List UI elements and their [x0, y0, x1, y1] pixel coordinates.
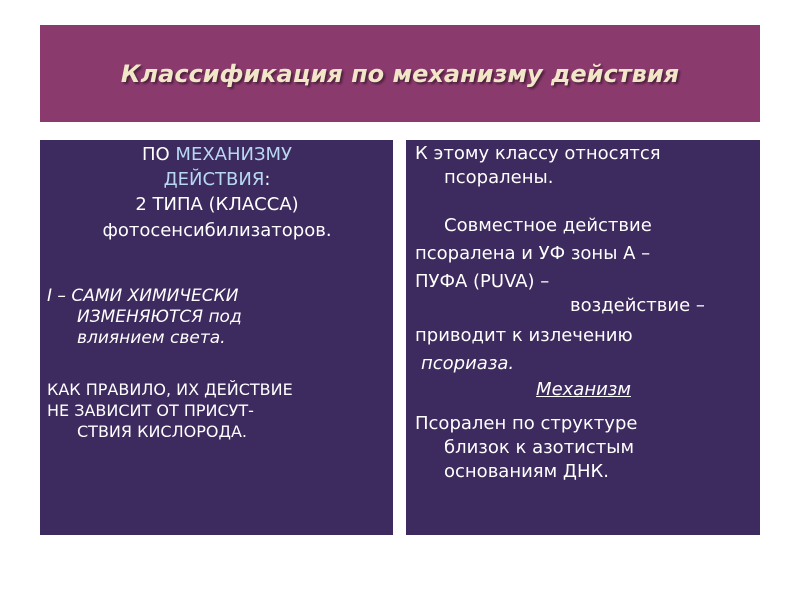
- spacer: [47, 349, 387, 379]
- left-heading: [47, 142, 387, 192]
- title-bar: [40, 25, 760, 122]
- heading-colon: :: [264, 169, 271, 190]
- p3-line3: основаниям ДНК.: [444, 461, 610, 482]
- rule-line2: НЕ ЗАВИСИТ ОТ ПРИСУТ-: [47, 401, 254, 420]
- type1-line2: ИЗМЕНЯЮТСЯ под: [77, 307, 242, 327]
- heading-prefix: ПО: [141, 144, 176, 165]
- p3-line2: близок к азотистым: [444, 437, 635, 458]
- p2-line3: ПУФА (PUVA) –: [415, 271, 550, 292]
- left-panel: [40, 140, 393, 535]
- slide-title: Классификация по механизму действия: [120, 59, 680, 88]
- p1-line2: псоралены.: [444, 167, 554, 188]
- rule-line1: КАК ПРАВИЛО, ИХ ДЕЙСТВИЕ: [47, 380, 293, 399]
- right-panel: [406, 140, 760, 535]
- spacer: [415, 190, 752, 214]
- p2-line1: Совместное действие: [444, 215, 652, 236]
- p2-line2: псоралена и УФ зоны А –: [415, 243, 651, 264]
- heading-highlight-1: МЕХАНИЗМУ: [175, 144, 293, 165]
- p2-line6: псориаза.: [421, 353, 515, 374]
- photo-line: фотосенсибилизаторов.: [102, 220, 332, 241]
- p1-line1: К этому классу относятся: [415, 143, 661, 164]
- p2-line4: воздействие –: [570, 295, 705, 316]
- p2-line5: приводит к излечению: [415, 325, 633, 346]
- p3-line1: Псорален по структуре: [415, 413, 638, 434]
- type1-line1: I – САМИ ХИМИЧЕСКИ: [47, 286, 239, 306]
- types-line: 2 ТИПА (КЛАССА): [135, 194, 299, 215]
- mechanism-label: Механизм: [536, 379, 631, 400]
- type1-line3: влиянием света.: [77, 328, 226, 348]
- rule-line3: СТВИЯ КИСЛОРОДА.: [77, 422, 247, 441]
- spacer: [47, 244, 387, 286]
- heading-highlight-2: ДЕЙСТВИЯ: [163, 169, 265, 190]
